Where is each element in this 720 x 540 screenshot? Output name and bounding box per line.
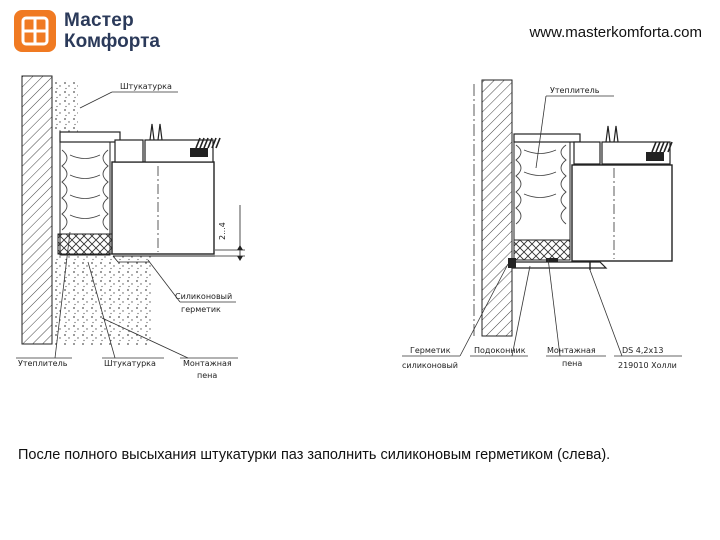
right-section-drawing: [474, 80, 672, 336]
label-silicone-sealant: Силиконовый: [175, 292, 233, 301]
dimension-label: 2...4: [218, 222, 227, 240]
label-mounting-foam-left: Монтажная: [183, 359, 232, 368]
label-screw-spec: DS 4,2х13: [622, 346, 664, 355]
label-plaster-top: Штукатурка: [120, 82, 172, 91]
label-screw-spec-2: 219010 Холли: [618, 361, 677, 370]
label-mounting-foam-right: Монтажная: [547, 346, 596, 355]
label-insulation-left: Утеплитель: [18, 359, 68, 368]
label-insulation-right: Утеплитель: [550, 86, 600, 95]
logo-line-1: Мастер: [64, 10, 134, 31]
label-plaster-bottom: Штукатурка: [104, 359, 156, 368]
label-silicone-sealant-2: герметик: [181, 305, 221, 314]
label-sealant-right: Герметик: [410, 346, 451, 355]
site-url: www.masterkomforta.com: [529, 24, 702, 41]
logo-line-2: Комфорта: [64, 31, 160, 52]
label-windowsill: Подоконник: [474, 346, 526, 355]
label-mounting-foam-right-2: пена: [562, 359, 583, 368]
label-mounting-foam-left-2: пена: [197, 371, 218, 380]
instruction-caption: После полного высыхания штукатурки паз заполнить силиконовым герметиком (слева).: [18, 447, 611, 463]
label-sealant-right-2: силиконовый: [402, 361, 458, 370]
